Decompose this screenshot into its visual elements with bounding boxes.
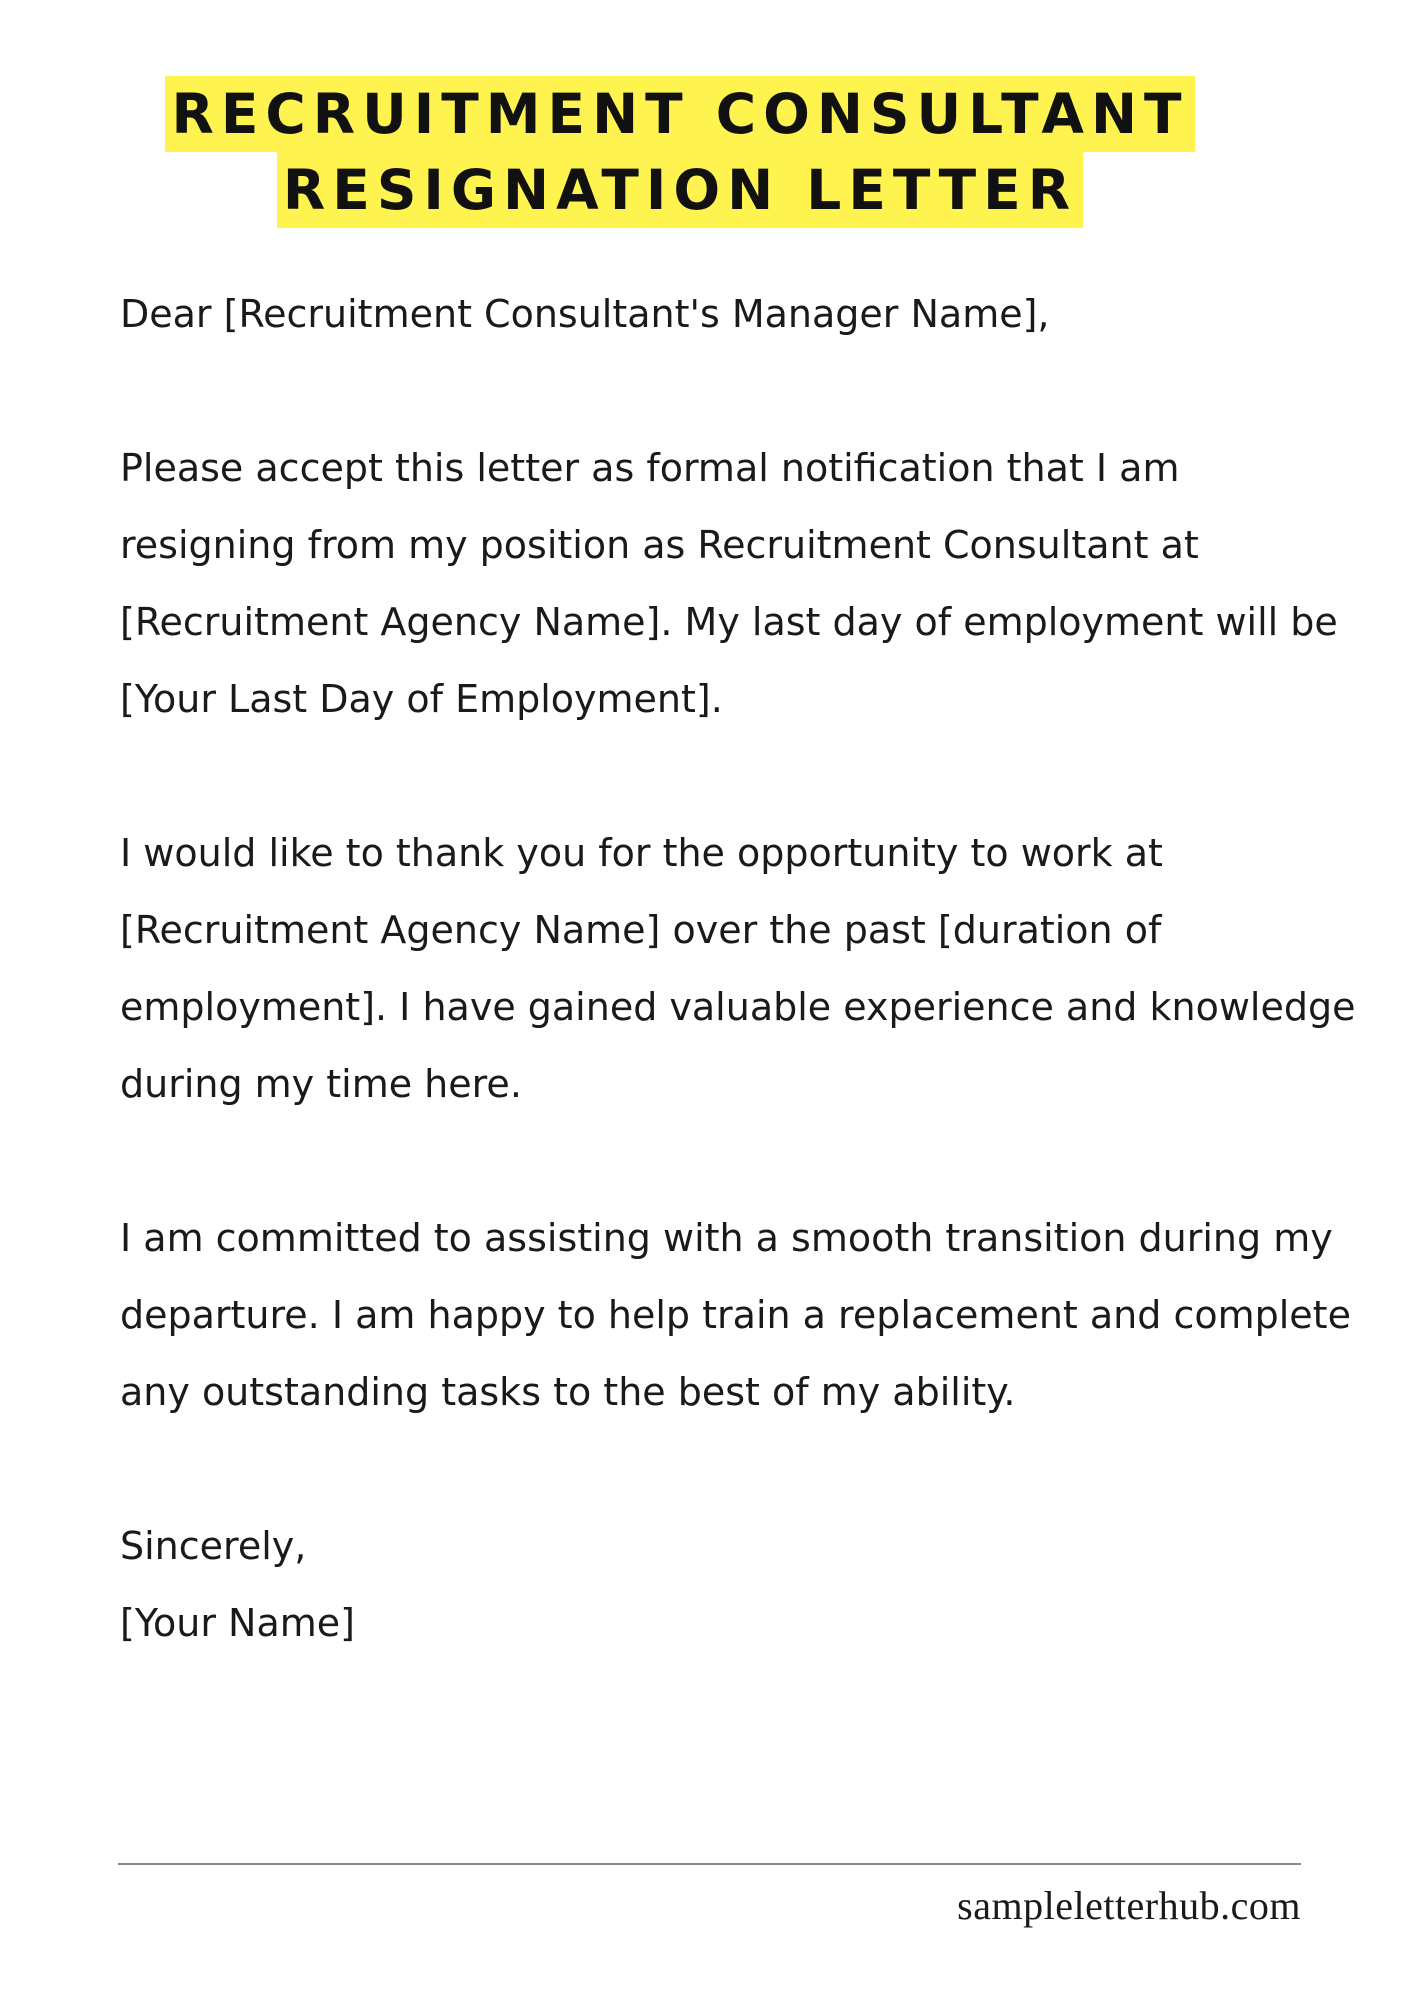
title-line-1: RECRUITMENT CONSULTANT (165, 76, 1194, 152)
title-line-2: RESIGNATION LETTER (277, 152, 1083, 228)
salutation: Dear [Recruitment Consultant's Manager Name], (120, 292, 1050, 336)
page-title (0, 76, 1360, 228)
footer-divider (118, 1863, 1301, 1865)
paragraph-notification: Please accept this letter as formal notification that I am resigning from my position as Recruitment Consultant at [Recruitment Agency Name]. My last day of employment will be [Your Last Day of Employment]. (120, 446, 1338, 721)
footer-site-name: sampleletterhub.com (957, 1883, 1301, 1928)
closing: Sincerely, (120, 1524, 307, 1568)
paragraph-transition: I am committed to assisting with a smooth transition during my departure. I am happy to help train a replacement and complete any outstanding tasks to the best of my ability. (120, 1216, 1351, 1414)
signature: [Your Name] (120, 1601, 355, 1645)
paragraph-thanks: I would like to thank you for the opportunity to work at [Recruitment Agency Name] over the past [duration of employment]. I have gained valuable experience and knowledge during my time here. (120, 831, 1356, 1106)
letter-body (120, 276, 1360, 1662)
